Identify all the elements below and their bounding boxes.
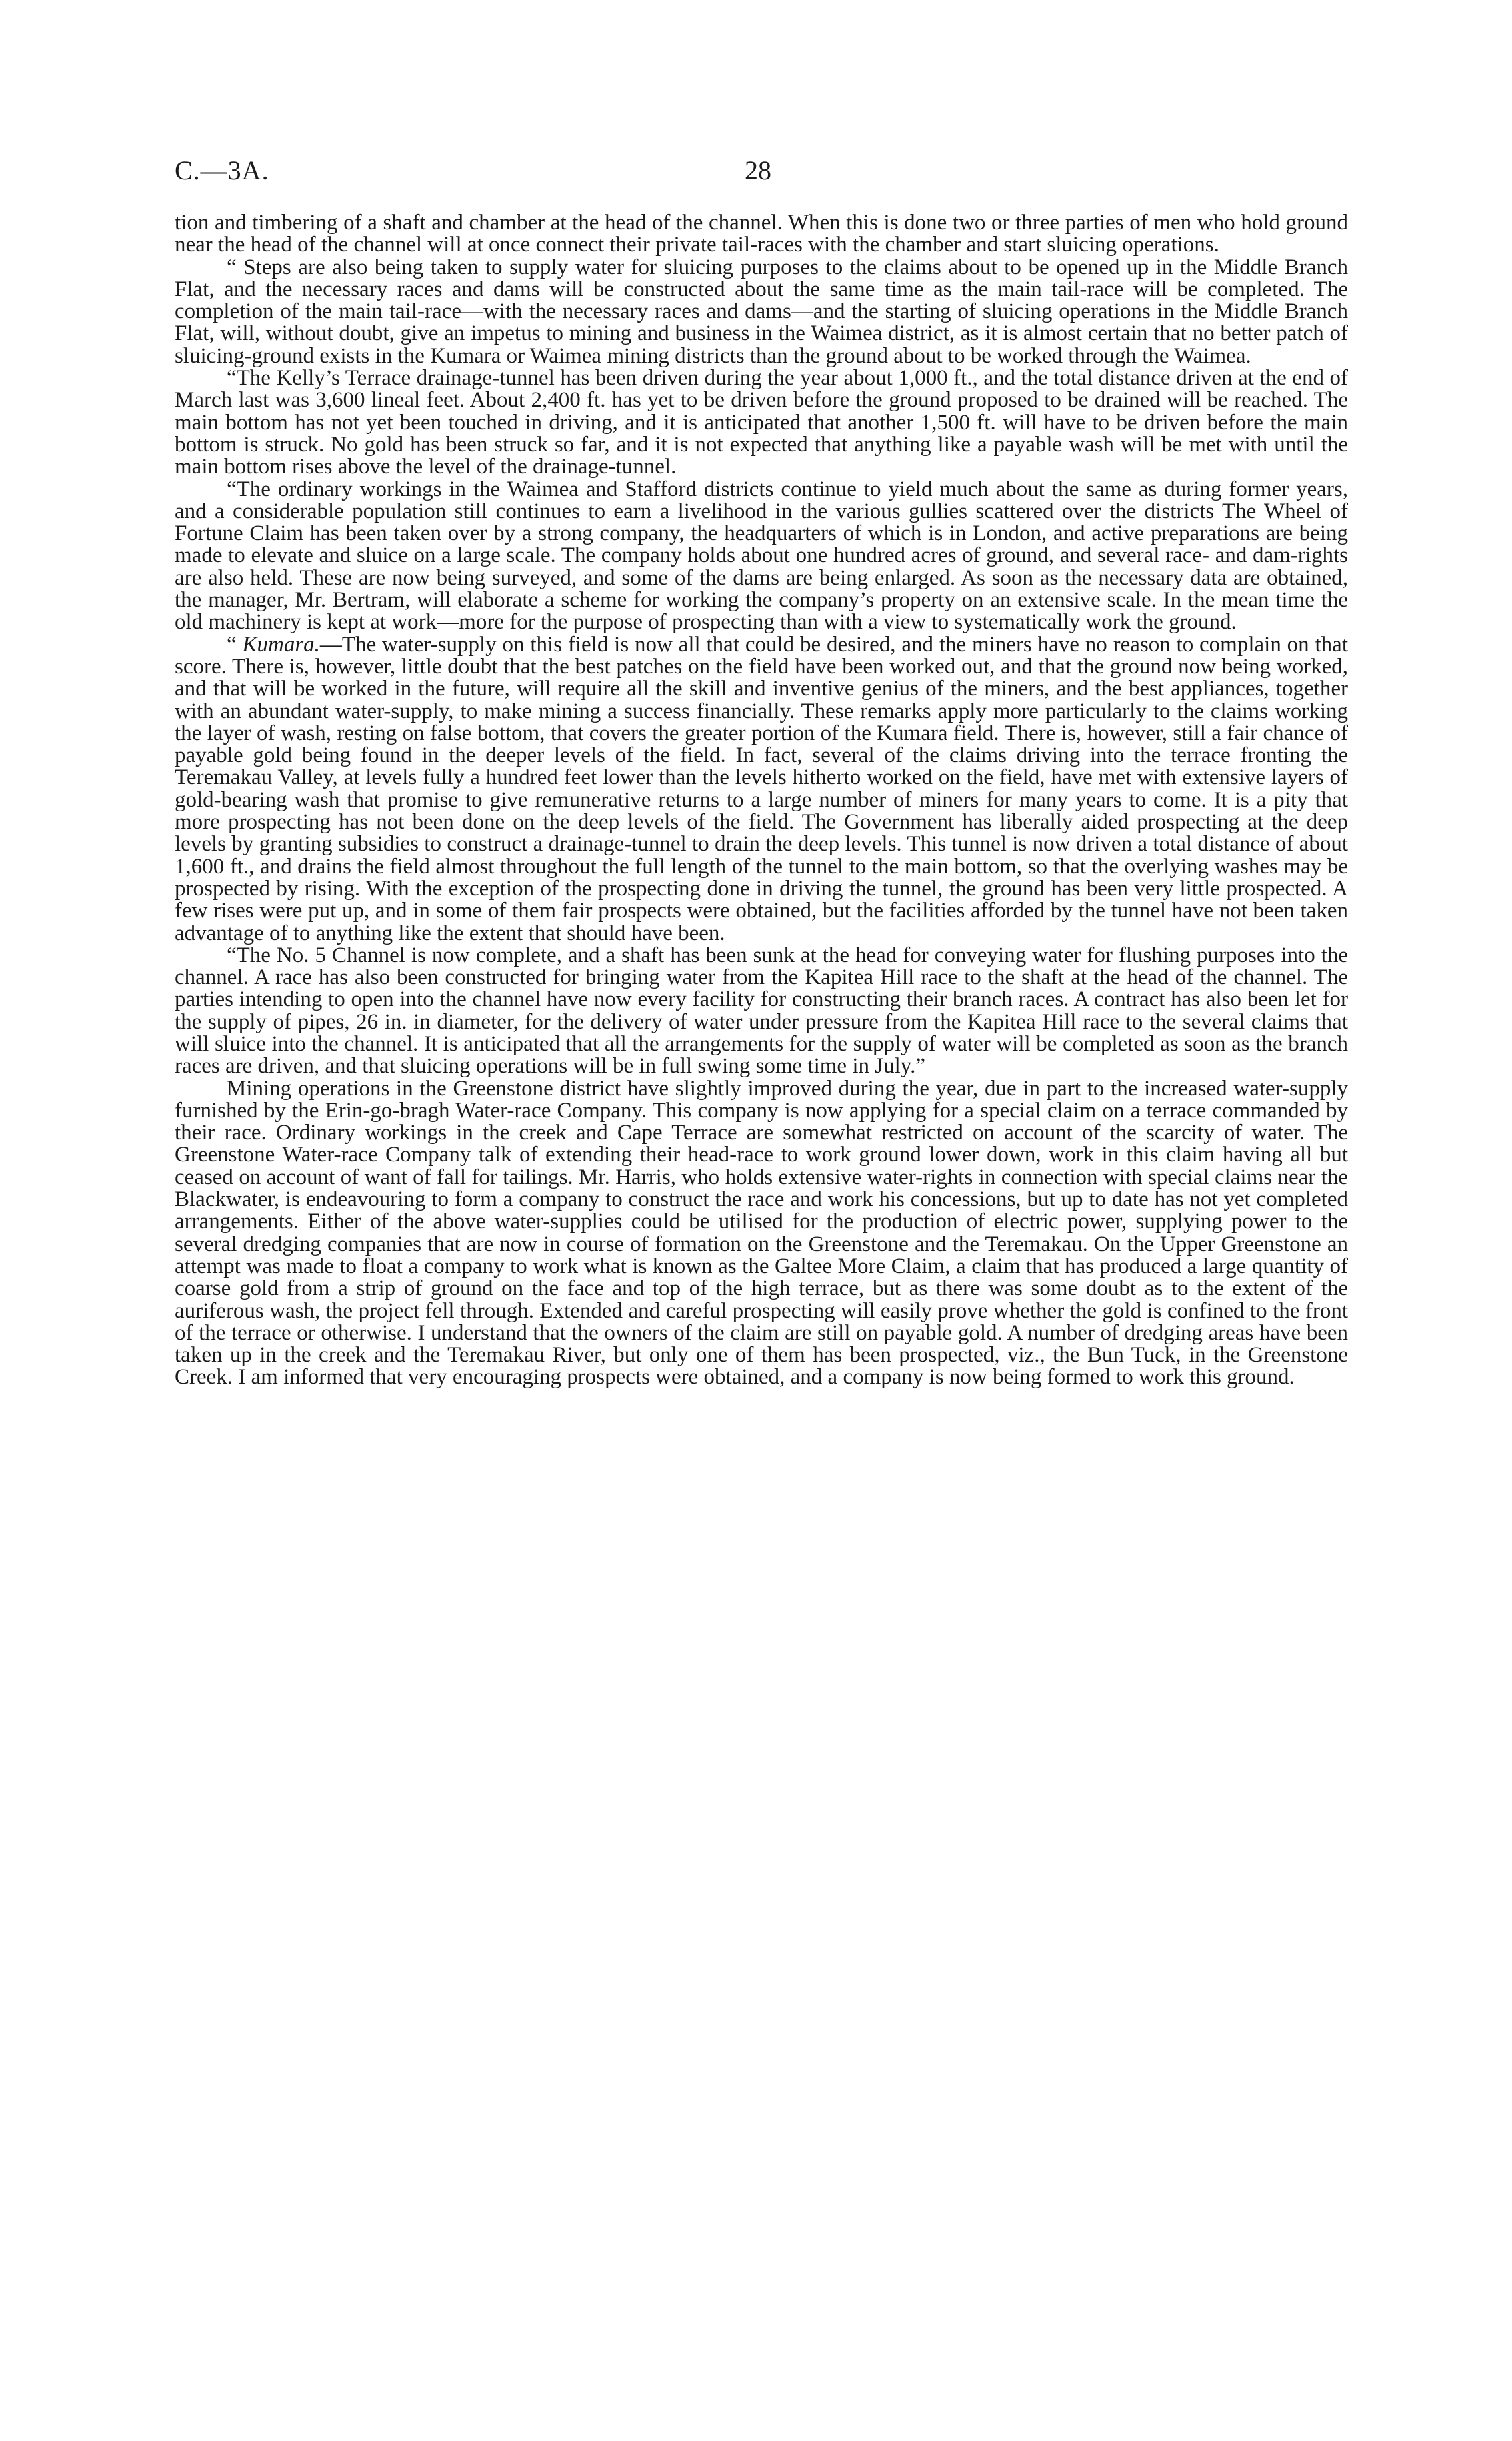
document-code: C.—3A. <box>175 155 269 185</box>
open-quote: “ <box>227 632 243 657</box>
page-number: 28 <box>745 155 771 185</box>
paragraph-text: —The water-supply on this field is now all that could be desired, and the miners have no reason to complain on that score. There is, however, little doubt that the best patches on the field have been worked out, and that the ground now being worked, and that will be worked in the future, will require all the skill and inventive genius of the miners, and the best appliances, together with an abundant water-supply, to make mining a success financially. These remarks apply more particularly to the claims working the layer of wash, resting on false bottom, that covers the greater portion of the Kumara field. There is, however, still a fair chance of payable gold being found in the deeper levels of the field. In fact, several of the claims driving into the terrace fronting the Teremakau Valley, at levels fully a hundred feet lower than the levels hitherto worked on the field, have met with extensive layers of gold-bearing wash that promise to give remunerative returns to a large number of miners for many years to come. It is a pity that more prospecting has not been done on the deep levels of the field. The Government has liberally aided prospecting at the deep levels by granting subsidies to construct a drainage-tunnel to drain the deep levels. This tunnel is now driven a total distance of about 1,600 ft., and drains the field almost throughout the full length of the tunnel to the main bottom, so that the overlying washes may be prospected by rising. With the exception of the prospecting done in driving the tunnel, the ground has been very little prospected. A few rises were put up, and in some of them fair prospects were obtained, but the facilities afforded by the tunnel have not been taken advantage of to anything like the extent that should have been. <box>175 632 1348 945</box>
paragraph: “ Steps are also being taken to supply water for sluicing purposes to the claims about to be opened up in the Middle Branch Flat, and the necessary races and dams will be constructed about the same time as the main tail-race will be completed. The completion of the main tail-race—with the necessary races and dams—and the starting of sluicing operations in the Middle Branch Flat, will, without doubt, give an impetus to mining and business in the Waimea district, as it is almost certain that no better patch of sluicing-ground exists in the Kumara or Waimea mining districts than the ground about to be worked through the Waimea. <box>175 255 1348 368</box>
paragraph: “The No. 5 Channel is now complete, and a shaft has been sunk at the head for conveying water for flushing purposes into the channel. A race has also been constructed for bringing water from the Kapitea Hill race to the shaft at the head of the channel. The parties intending to open into the channel have now every facility for constructing their branch races. A contract has also been let for the supply of pipes, 26 in. in diameter, for the delivery of water under pressure from the Kapitea Hill race to the several claims that will sluice into the channel. It is anticipated that all the arrangements for the supply of water will be completed as soon as the branch races are driven, and that sluicing operations will be in full swing some time in July.” <box>175 943 1348 1079</box>
paragraph: “The Kelly’s Terrace drainage-tunnel has been driven during the year about 1,000 ft., and the total distance driven at the end of March last was 3,600 lineal feet. About 2,400 ft. has yet to be driven before the ground proposed to be drained will be reached. The main bottom has not yet been touched in driving, and it is anticipated that another 1,500 ft. will have to be driven before the main bottom is struck. No gold has been struck so far, and it is not expected that anything like a payable wash will be met with until the main bottom rises above the level of the drainage-tunnel. <box>175 366 1348 479</box>
paragraph-kumara <box>175 634 1348 945</box>
body-text <box>175 212 1348 1389</box>
paragraph: Mining operations in the Greenstone district have slightly improved during the year, due in part to the increased water-supply furnished by the Erin-go-bragh Water-race Company. This company is now applying for a special claim on a terrace commanded by their race. Ordinary workings in the creek and Cape Terrace are somewhat restricted on account of the scarcity of water. The Greenstone Water-race Company talk of extending their head-race to work ground lower down, work in this claim having all but ceased on account of want of fall for tailings. Mr. Harris, who holds extensive water-rights in connection with special claims near the Blackwater, is endeavouring to form a company to construct the race and work his concessions, but up to date has not yet completed arrangements. Either of the above water-supplies could be utilised for the production of electric power, supplying power to the several dredging companies that are now in course of formation on the Greenstone and the Teremakau. On the Upper Greenstone an attempt was made to float a company to work what is known as the Galtee More Claim, a claim that has produced a large quantity of coarse gold from a strip of ground on the face and top of the high terrace, but as there was some doubt as to the extent of the auriferous wash, the project fell through. Extended and careful prospecting will easily prove whether the gold is confined to the front of the terrace or otherwise. I understand that the owners of the claim are still on payable gold. A number of dredging areas have been taken up in the creek and the Teremakau River, but only one of them has been prospected, viz., the Bun Tuck, in the Greenstone Creek. I am informed that very encouraging prospects were obtained, and a company is now being formed to work this ground. <box>175 1076 1348 1390</box>
paragraph: “The ordinary workings in the Waimea and Stafford districts continue to yield much about the same as during former years, and a considerable population still continues to earn a livelihood in the various gullies scattered over the districts The Wheel of Fortune Claim has been taken over by a strong company, the headquarters of which is in London, and active preparations are being made to elevate and sluice on a large scale. The company holds about one hundred acres of ground, and several race- and dam-rights are also held. These are now being surveyed, and some of the dams are being enlarged. As soon as the necessary data are obtained, the manager, Mr. Bertram, will elaborate a scheme for working the company’s property on an extensive scale. In the mean time the old machinery is kept at work—more for the purpose of prospecting than with a view to systematically work the ground. <box>175 477 1348 635</box>
paragraph: tion and timbering of a shaft and chamber at the head of the channel. When this is done two or three parties of men who hold ground near the head of the channel will at once connect their private tail-races with the chamber and start sluicing operations. <box>175 211 1348 257</box>
section-heading-kumara: Kumara. <box>242 632 320 657</box>
page-header <box>175 155 1348 195</box>
